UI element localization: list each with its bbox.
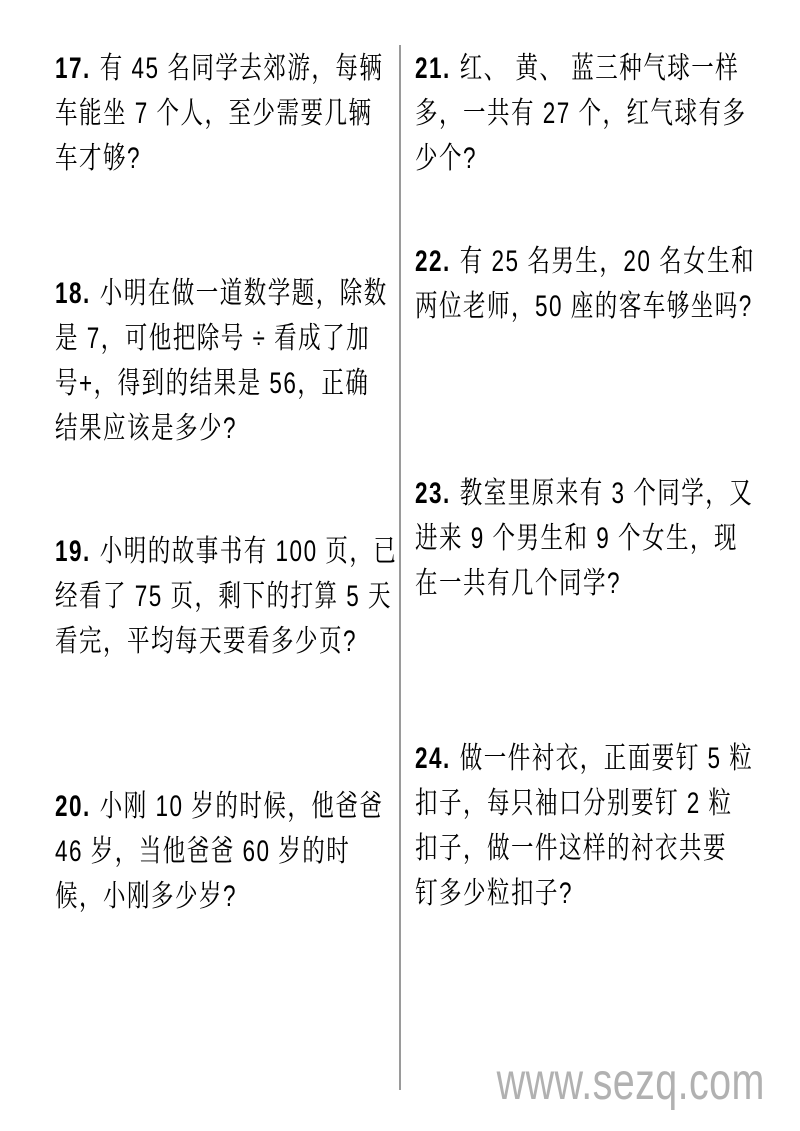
problem-17 [55, 46, 394, 181]
problem-line: 46 岁，当他爸爸 60 岁的时 [55, 835, 351, 868]
problem-number: 21. [415, 52, 451, 85]
column-divider-line [399, 45, 401, 1090]
problem-text: 做一件衬衣，正面要钉 5 粒 [459, 742, 754, 775]
problem-line: 经看了 75 页，剩下的打算 5 天 [55, 580, 393, 613]
problem-line [55, 46, 394, 91]
problem-line: 是 7，可他把除号 ÷ 看成了加 [55, 322, 371, 355]
problem-text: 有 25 名男生，20 名女生和 [459, 245, 756, 278]
problem-24 [415, 736, 754, 916]
problem-text: 小刚 10 岁的时候，他爸爸 [99, 790, 384, 823]
problem-line: 进来 9 个男生和 9 个女生，现 [415, 522, 739, 555]
problem-text: 小明的故事书有 100 页，已 [99, 535, 398, 568]
problem-number: 24. [415, 742, 451, 775]
problem-18 [55, 271, 394, 451]
problem-line: 少个? [415, 142, 478, 175]
problem-20 [55, 784, 394, 919]
problem-line [415, 736, 754, 781]
problem-line [415, 471, 754, 516]
problem-line: 结果应该是多少? [55, 412, 238, 445]
problem-22 [415, 239, 754, 329]
problem-21 [415, 46, 754, 181]
problem-text: 小明在做一道数学题，除数 [99, 277, 388, 310]
problem-line [55, 529, 398, 574]
problem-line [55, 271, 394, 316]
problem-number: 19. [55, 535, 91, 568]
problem-line: 扣子，做一件这样的衬衣共要 [415, 832, 727, 865]
problem-text: 教室里原来有 3 个同学，又 [459, 477, 754, 510]
problem-line: 在一共有几个同学? [415, 567, 622, 600]
problem-line: 候，小刚多少岁? [55, 880, 238, 913]
problem-text: 有 45 名同学去郊游，每辆 [99, 52, 384, 85]
problem-19 [55, 529, 398, 664]
problem-line: 多，一共有 27 个，红气球有多 [415, 97, 747, 130]
problem-line: 钉多少粒扣子? [415, 877, 574, 910]
problem-23 [415, 471, 754, 606]
problem-number: 17. [55, 52, 91, 85]
problem-line [415, 239, 754, 284]
problem-line: 扣子，每只袖口分别要钉 2 粒 [415, 787, 733, 820]
problem-number: 20. [55, 790, 91, 823]
problem-number: 18. [55, 277, 91, 310]
problem-line: 车能坐 7 个人，至少需要几辆 [55, 97, 373, 130]
problem-number: 22. [415, 245, 451, 278]
watermark: www.sezq.com [496, 1052, 765, 1111]
problem-line [415, 46, 754, 91]
problem-line: 车才够? [55, 142, 142, 175]
problem-line: 两位老师，50 座的客车够坐吗? [415, 290, 753, 323]
problem-line: 看完，平均每天要看多少页? [55, 625, 358, 658]
problem-line [55, 784, 394, 829]
problem-text: 红、 黄、 蓝三种气球一样 [459, 52, 740, 85]
problem-number: 23. [415, 477, 451, 510]
problem-line: 号+，得到的结果是 56，正确 [55, 367, 370, 400]
